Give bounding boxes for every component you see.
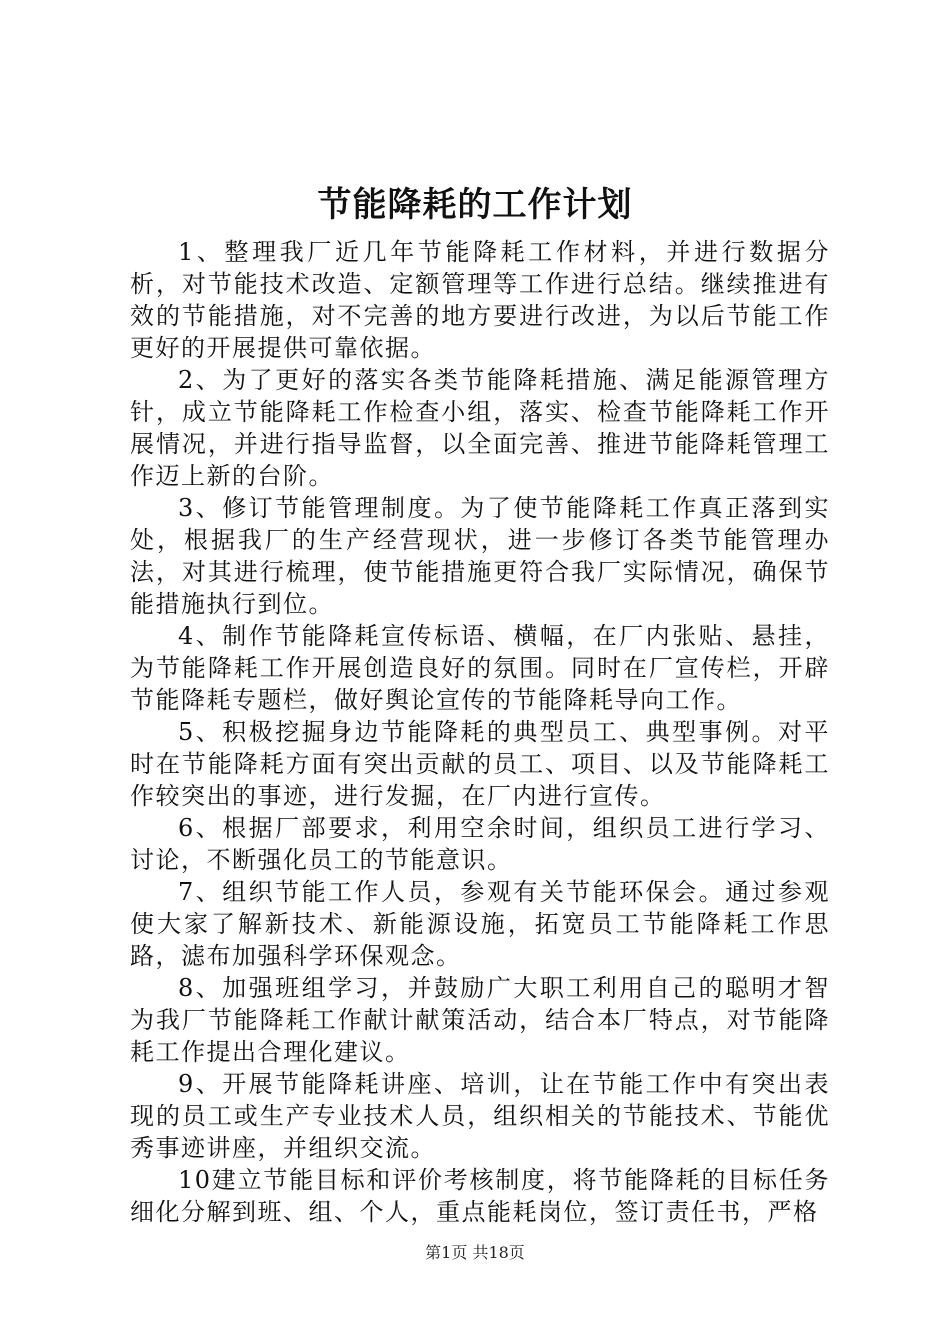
paragraph-6: 6、根据厂部要求，利用空余时间，组织员工进行学习、讨论，不断强化员工的节能意识。: [130, 814, 830, 874]
paragraph-3: 3、修订节能管理制度。为了使节能降耗工作真正落到实处，根据我厂的生产经营现状，进一步修订各类节能管理办法，对其进行梳理，使节能措施更符合我厂实际情况，确保节能措施执行到位。: [130, 494, 830, 618]
paragraph-4: 4、制作节能降耗宣传标语、横幅，在厂内张贴、悬挂，为节能降耗工作开展创造良好的氛围。同时在厂宣传栏，开辟节能降耗专题栏，做好舆论宣传的节能降耗导向工作。: [130, 622, 830, 714]
paragraph-10: 10建立节能目标和评价考核制度，将节能降耗的目标任务细化分解到班、组、个人，重点能耗岗位，签订责任书，严格: [130, 1166, 830, 1226]
paragraph-9: 9、开展节能降耗讲座、培训，让在节能工作中有突出表现的员工或生产专业技术人员，组织相关的节能技术、节能优秀事迹讲座，并组织交流。: [130, 1070, 830, 1162]
paragraph-8: 8、加强班组学习，并鼓励广大职工利用自己的聪明才智为我厂节能降耗工作献计献策活动，结合本厂特点，对节能降耗工作提出合理化建议。: [130, 974, 830, 1066]
paragraph-1: 1、整理我厂近几年节能降耗工作材料，并进行数据分析，对节能技术改造、定额管理等工作进行总结。继续推进有效的节能措施，对不完善的地方要进行改进，为以后节能工作更好的开展提供可靠依据。: [130, 238, 830, 362]
page-number-footer: 第1页 共18页: [425, 1243, 525, 1262]
paragraph-7: 7、组织节能工作人员，参观有关节能环保会。通过参观使大家了解新技术、新能源设施，拓宽员工节能降耗工作思路，滤布加强科学环保观念。: [130, 878, 830, 970]
paragraph-2: 2、为了更好的落实各类节能降耗措施、满足能源管理方针，成立节能降耗工作检查小组，落实、检查节能降耗工作开展情况，并进行指导监督，以全面完善、推进节能降耗管理工作迈上新的台阶。: [130, 366, 830, 490]
paragraph-5: 5、积极挖掘身边节能降耗的典型员工、典型事例。对平时在节能降耗方面有突出贡献的员工、项目、以及节能降耗工作较突出的事迹，进行发掘，在厂内进行宣传。: [130, 718, 830, 810]
document-title: 节能降耗的工作计划: [317, 185, 633, 225]
document-body: [130, 236, 830, 1228]
